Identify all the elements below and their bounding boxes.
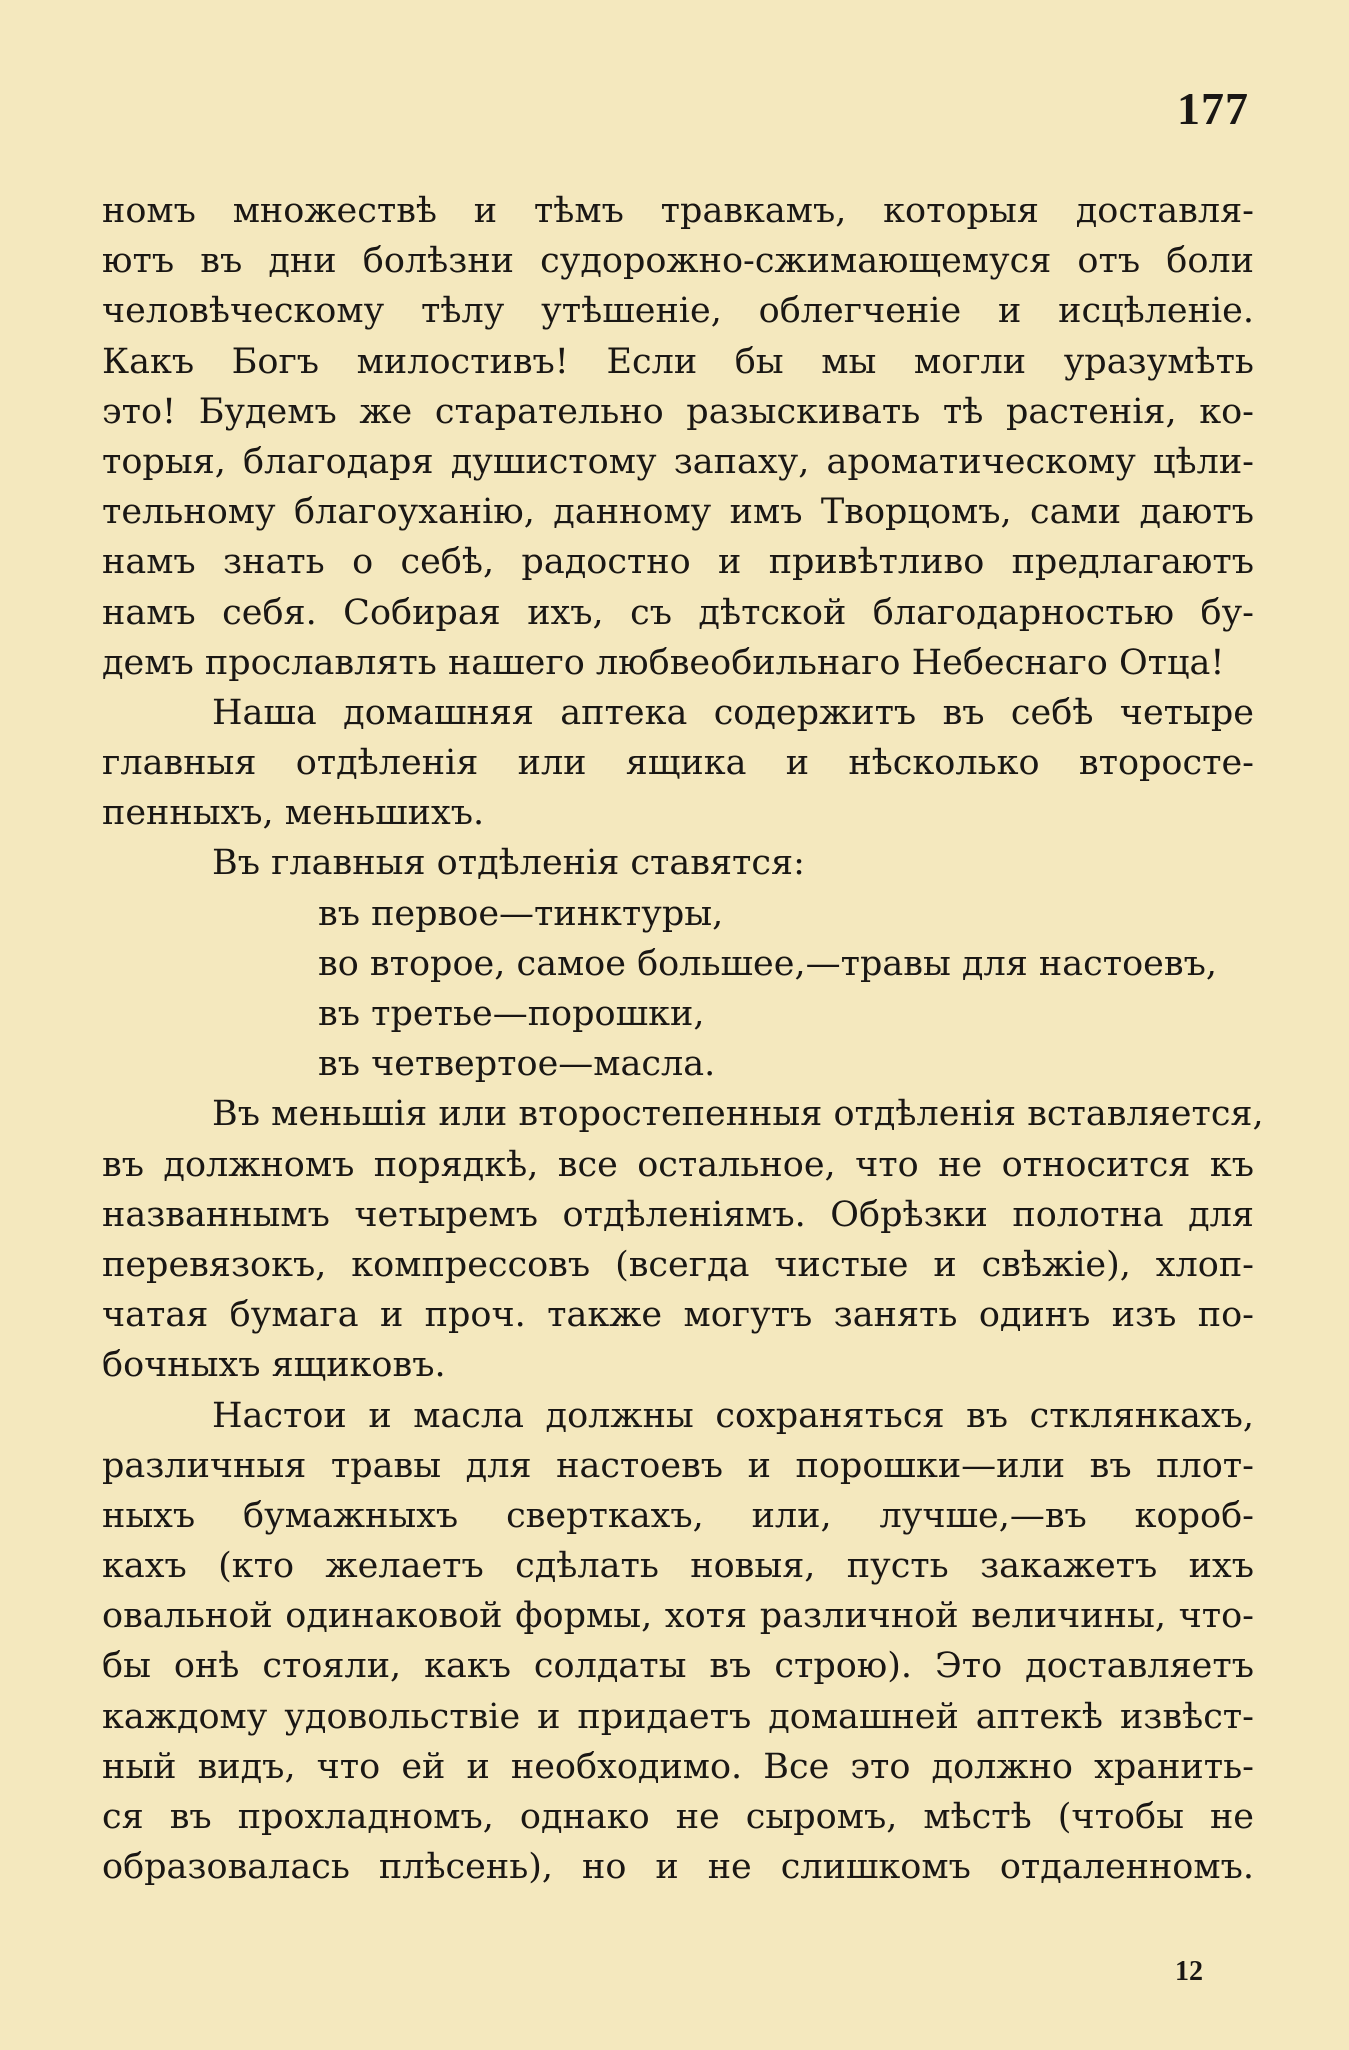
- list-item: въ третье—порошки,: [318, 994, 705, 1034]
- text-line: чатая бумага и проч. также могутъ занять одинъ изъ по-: [102, 1295, 1254, 1336]
- text-line: бочныхъ ящиковъ.: [102, 1345, 446, 1386]
- text-line: намъ знать о себѣ, радостно и привѣтливо предлагаютъ: [102, 542, 1254, 583]
- text-line: это! Будемъ же старательно разыскивать тѣ растенія, ко-: [102, 391, 1254, 432]
- text-line: кахъ (кто желаетъ сдѣлать новыя, пусть закажетъ ихъ: [102, 1546, 1254, 1587]
- text-line: человѣческому тѣлу утѣшеніе, облегченіе и исцѣленіе.: [102, 291, 1254, 332]
- text-line: Наша домашняя аптека содержитъ въ себѣ четыре: [212, 692, 1254, 733]
- text-line: бы онѣ стояли, какъ солдаты въ строю). Это доставляетъ: [102, 1646, 1254, 1687]
- text-line: образовалась плѣсень), но и не слишкомъ отдаленномъ.: [102, 1847, 1254, 1888]
- text-line: Въ главныя отдѣленія ставятся:: [212, 843, 805, 884]
- text-line: каждому удовольствіе и придаетъ домашней аптекѣ извѣст-: [102, 1696, 1254, 1737]
- text-line: перевязокъ, компрессовъ (всегда чистые и свѣжіе), хлоп-: [102, 1244, 1254, 1285]
- page-number: 177: [1177, 83, 1249, 134]
- text-line: ютъ въ дни болѣзни судорожно-сжимающемуся отъ боли: [102, 241, 1254, 282]
- text-line: демъ прославлять нашего любвеобильнаго Небеснаго Отца!: [102, 642, 1225, 683]
- text-line: главныя отдѣленія или ящика и нѣсколько второсте-: [102, 743, 1254, 784]
- text-line: номъ множествѣ и тѣмъ травкамъ, которыя доставля-: [102, 191, 1254, 231]
- text-line: пенныхъ, меньшихъ.: [102, 793, 485, 834]
- body-text: [102, 186, 1264, 1892]
- text-line: Какъ Богъ милостивъ! Если бы мы могли уразумѣть: [102, 341, 1254, 382]
- text-line: торыя, благодаря душистому запаху, ароматическому цѣли-: [102, 441, 1254, 482]
- text-line: Въ меньшія или второстепенныя отдѣленія вставляется,: [212, 1094, 1264, 1135]
- signature-mark: 12: [1175, 1956, 1203, 1987]
- text-line: Настои и масла должны сохраняться въ стклянкахъ,: [212, 1395, 1254, 1436]
- text-line: тельному благоуханію, данному имъ Творцомъ, сами даютъ: [102, 492, 1254, 533]
- text-line: различныя травы для настоевъ и порошки—или въ плот-: [102, 1445, 1254, 1486]
- text-line: названнымъ четыремъ отдѣленіямъ. Обрѣзки полотна для: [102, 1194, 1254, 1235]
- text-line: ся въ прохладномъ, однако не сыромъ, мѣстѣ (чтобы не: [102, 1797, 1254, 1837]
- text-line: ныхъ бумажныхъ сверткахъ, или, лучше,—въ короб-: [102, 1495, 1254, 1536]
- text-line: намъ себя. Собирая ихъ, съ дѣтской благодарностью бу-: [102, 592, 1254, 633]
- list-item: въ четвертое—масла.: [318, 1044, 716, 1085]
- list-item: во второе, самое большее,—травы для настоевъ,: [318, 943, 1217, 984]
- text-line: овальной одинаковой формы, хотя различной величины, что-: [102, 1596, 1254, 1637]
- list-item: въ первое—тинктуры,: [318, 893, 724, 934]
- text-line: въ должномъ порядкѣ, все остальное, что не относится къ: [102, 1144, 1254, 1185]
- text-line: ный видъ, что ей и необходимо. Все это должно хранить-: [102, 1746, 1254, 1787]
